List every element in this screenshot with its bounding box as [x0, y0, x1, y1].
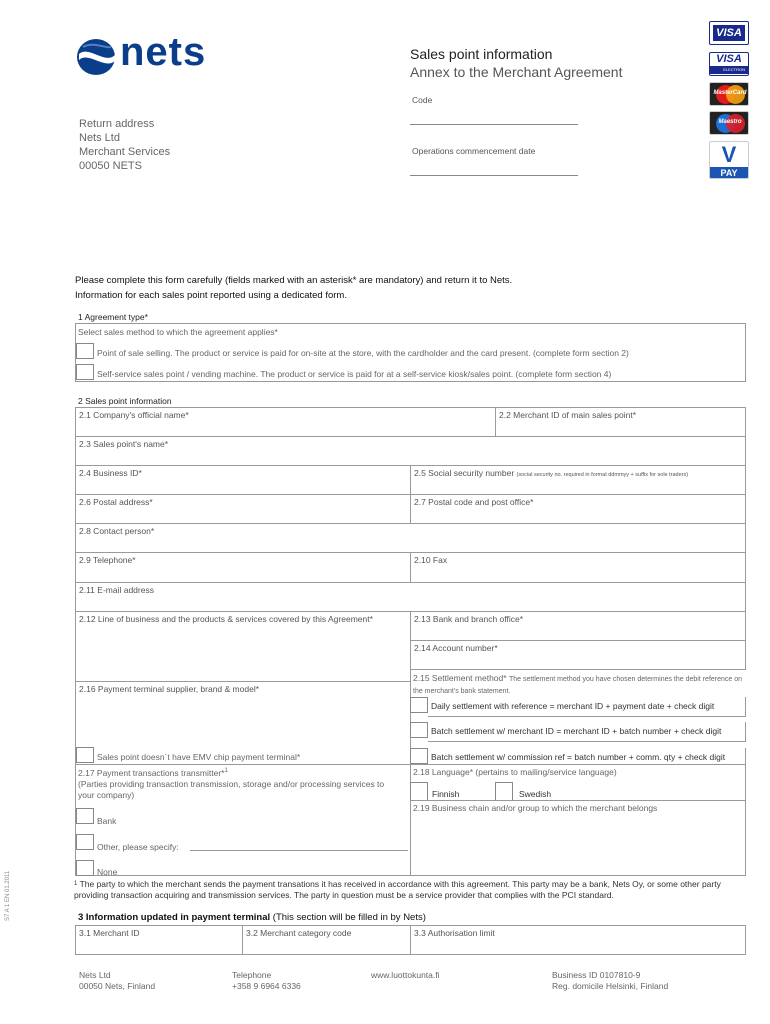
company-name-label: 2.1 Company's official name* [79, 410, 189, 420]
authorisation-limit-field[interactable] [410, 925, 746, 955]
merchant-id-field[interactable] [75, 925, 243, 955]
section-3-title [78, 912, 426, 923]
settlement-batch-commission-box[interactable] [428, 748, 746, 765]
authorisation-limit-label: 3.3 Authorisation limit [414, 928, 495, 938]
transmitter-bank-label: Bank [97, 816, 117, 826]
settlement-batch-commission-checkbox[interactable] [410, 748, 428, 764]
nets-logo [73, 30, 223, 80]
self-service-checkbox[interactable] [76, 364, 94, 380]
transmitter-note: (Parties providing transaction transmission, storage and/or processing services to your company) [78, 778, 385, 800]
terminal-supplier-label: 2.16 Payment terminal supplier, brand & model* [79, 684, 260, 694]
maestro-logo [709, 111, 749, 135]
intro-text [75, 273, 512, 303]
language-finnish-checkbox[interactable] [410, 782, 428, 801]
settlement-daily-box[interactable] [428, 697, 746, 717]
section-2-title: 2 Sales point information [78, 396, 172, 406]
line-of-business-label: 2.12 Line of business and the products & services covered by this Agreement* [79, 614, 373, 624]
transmitter-label [78, 766, 398, 801]
settlement-batch-merchant-checkbox[interactable] [410, 722, 428, 738]
settlement-method-label: 2.15 Settlement method* [413, 673, 507, 683]
visa-electron-logo [709, 52, 749, 76]
merchant-id-label: 3.1 Merchant ID [79, 928, 140, 938]
postal-code-field[interactable] [410, 494, 746, 524]
contact-person-field[interactable] [75, 523, 746, 553]
nets-globe-icon [73, 35, 119, 79]
account-number-label: 2.14 Account number* [414, 643, 498, 653]
postal-code-label: 2.7 Postal code and post office* [414, 497, 534, 507]
vpay-v-text: V [721, 142, 737, 167]
visa-text: VISA [713, 25, 745, 41]
language-finnish-label: Finnish [432, 789, 460, 799]
footer-line: Business ID 0107810-9 [552, 970, 641, 980]
main-merchant-id-label: 2.2 Merchant ID of main sales point* [499, 410, 637, 420]
bank-branch-label: 2.13 Bank and branch office* [414, 614, 524, 624]
section-3-title-note: (This section will be filled in by Nets) [272, 912, 426, 923]
nets-wordmark: nets [120, 30, 207, 74]
settlement-batch-merchant-box[interactable] [428, 722, 746, 742]
footer-line: Nets Ltd [79, 970, 111, 980]
fax-field[interactable] [410, 552, 746, 583]
account-number-field[interactable] [410, 640, 746, 670]
footer-company [79, 970, 155, 992]
transmitter-other-line[interactable] [190, 850, 408, 851]
transmitter-none-label: None [97, 867, 118, 877]
section-3-title-main: 3 Information updated in payment terminal [78, 912, 271, 923]
vpay-logo [709, 141, 749, 179]
form-code-vertical: S7 A 1 EN 01.2011 [5, 870, 11, 921]
ops-date-field-line[interactable] [410, 175, 578, 176]
settlement-method-note: The settlement method you have chosen determines the debit reference on the merchant's bank statement. [413, 676, 743, 695]
footer-telephone [232, 970, 301, 992]
transmitter-other-label: Other, please specify: [97, 842, 179, 852]
sales-point-name-field[interactable] [75, 436, 746, 466]
telephone-label: 2.9 Telephone* [79, 555, 136, 565]
code-label: Code [412, 95, 433, 105]
footer-line: 00050 Nets, Finland [79, 981, 156, 991]
ops-date-label: Operations commencement date [412, 146, 536, 156]
settlement-batch-commission-label: Batch settlement w/ commission ref = batch number + comm. qty + check digit [431, 752, 726, 762]
sales-point-name-label: 2.3 Sales point's name* [79, 439, 169, 449]
mastercard-logo [709, 82, 749, 106]
business-id-field[interactable] [75, 465, 411, 495]
ssn-field[interactable] [410, 465, 746, 495]
ssn-note: (social security no. required in format ddmmyy + suffix for sole traders) [516, 472, 689, 478]
agreement-type-prompt: Select sales method to which the agreement applies* [78, 327, 278, 337]
settlement-batch-merchant-label: Batch settlement w/ merchant ID = merchant ID + batch number + check digit [431, 726, 722, 736]
settlement-daily-label: Daily settlement with reference = merchant ID + payment date + check digit [431, 701, 715, 711]
settlement-daily-checkbox[interactable] [410, 697, 428, 713]
return-address-line: Return address [79, 118, 155, 130]
language-swedish-checkbox[interactable] [495, 782, 513, 801]
form-title: Sales point information [410, 46, 553, 62]
transmitter-bank-checkbox[interactable] [76, 808, 94, 824]
return-address-line: 00050 NETS [79, 160, 142, 172]
footnote-text: The party to which the merchant sends the payment transations it has received in accordance with this agreement. This party may be a bank, Nets Oy, or some other party providing transaction acquiring and transmission services. The party in question must be a service provider that complies with the PCI standard. [74, 879, 721, 900]
bank-branch-field[interactable] [410, 611, 746, 641]
line-of-business-field[interactable] [75, 611, 411, 682]
company-name-field[interactable] [75, 407, 496, 437]
footnote [74, 879, 746, 901]
footnote-number: 1 [74, 881, 78, 887]
no-emv-checkbox[interactable] [76, 747, 94, 763]
transmitter-title: 2.17 Payment transactions transmitter* [78, 767, 225, 778]
postal-address-field[interactable] [75, 494, 411, 524]
language-label: 2.18 Language* (pertains to mailing/service language) [413, 767, 617, 777]
visa-logo [709, 21, 749, 45]
form-subtitle: Annex to the Merchant Agreement [410, 64, 623, 80]
maestro-text: Maestro [718, 119, 742, 125]
fax-label: 2.10 Fax [414, 555, 448, 565]
footer-line: Reg. domicile Helsinki, Finland [552, 981, 669, 991]
email-label: 2.11 E-mail address [79, 585, 154, 595]
transmitter-other-checkbox[interactable] [76, 834, 94, 850]
telephone-field[interactable] [75, 552, 411, 583]
vpay-pay-text: PAY [710, 167, 748, 179]
footnote-ref: 1 [224, 768, 228, 774]
business-id-label: 2.4 Business ID* [79, 468, 142, 478]
footer-website-link[interactable] [371, 970, 440, 981]
return-address-line: Merchant Services [79, 146, 171, 158]
footer-registration [552, 970, 668, 992]
merchant-category-label: 3.2 Merchant category code [246, 928, 352, 938]
language-swedish-label: Swedish [519, 789, 552, 799]
email-field[interactable] [75, 582, 746, 612]
business-chain-label: 2.19 Business chain and/or group to which the merchant belongs [413, 803, 658, 813]
main-merchant-id-field[interactable] [495, 407, 746, 437]
return-address-line: Nets Ltd [79, 132, 120, 144]
mastercard-text: MasterCard [713, 90, 747, 96]
transmitter-none-checkbox[interactable] [76, 860, 94, 876]
ssn-label: 2.5 Social security number [414, 468, 515, 478]
pos-selling-label: Point of sale selling. The product or service is paid for on-site at the store, with the cardholder and the card present. (complete form section 2) [97, 348, 629, 358]
footer-line: +358 9 6964 6336 [232, 981, 301, 991]
self-service-label: Self-service sales point / vending machine. The product or service is paid for at a self-service kiosk/sales point. (complete form section 4) [97, 369, 612, 379]
electron-text: ELECTRON [710, 66, 748, 74]
code-field-line[interactable] [410, 124, 578, 125]
no-emv-label: Sales point doesn´t have EMV chip payment terminal* [97, 752, 301, 762]
footer-line: Telephone [232, 970, 272, 980]
footer-line: www.luottokunta.fi [371, 970, 440, 980]
intro-line: Please complete this form carefully (fields marked with an asterisk* are mandatory) and return it to Nets. [75, 275, 513, 286]
postal-address-label: 2.6 Postal address* [79, 497, 153, 507]
contact-person-label: 2.8 Contact person* [79, 526, 155, 536]
return-address [79, 117, 170, 173]
intro-line: Information for each sales point reported using a dedicated form. [75, 290, 347, 301]
pos-selling-checkbox[interactable] [76, 343, 94, 359]
merchant-category-field[interactable] [242, 925, 411, 955]
visa-electron-text: VISA [716, 53, 742, 65]
settlement-method-text [413, 673, 746, 697]
section-1-title: 1 Agreement type* [78, 312, 148, 322]
